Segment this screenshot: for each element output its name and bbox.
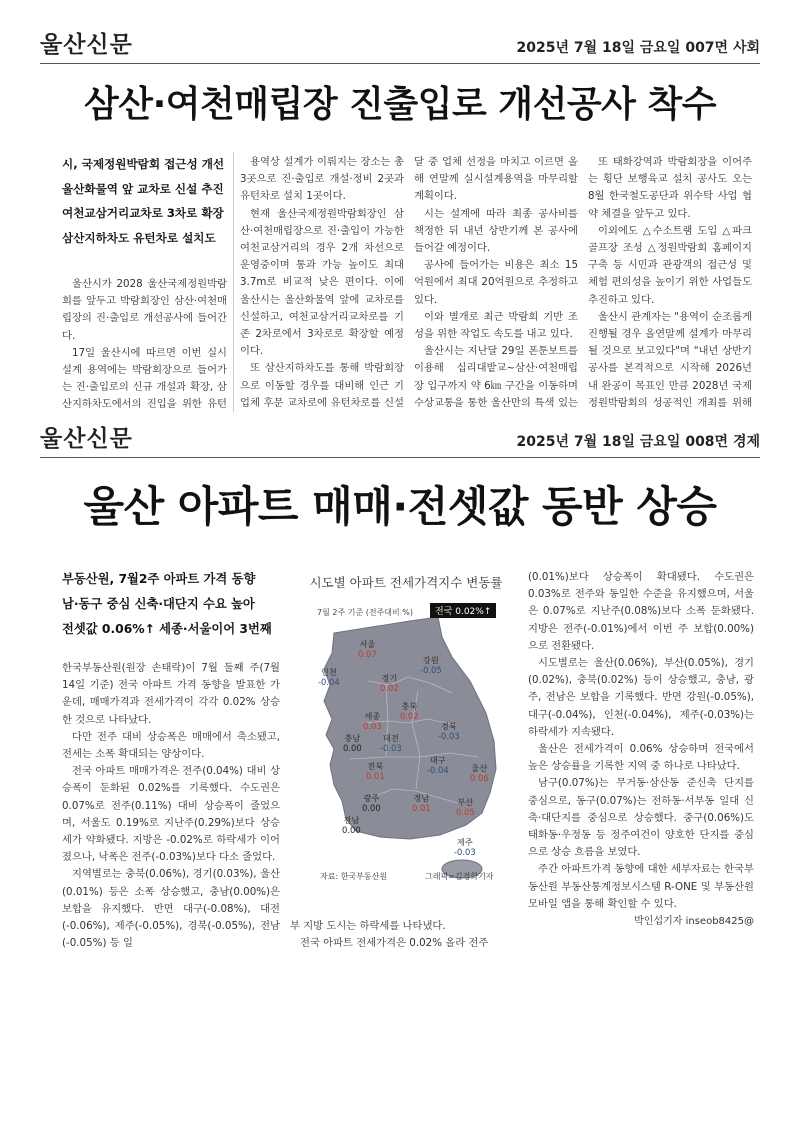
region-label: 강원 -0.05 [420,655,442,675]
paragraph: 시도별로는 울산(0.06%), 부산(0.05%), 경기(0.02%), 충북(0.02%) 등이 상승했고, 충남, 광주, 전남은 보합을 기록했다. 반면 강원(-0.05%), 대구(-0.04%), 인천(-0.04%), 제주(-0.03%)는 하락세가 지속됐다. [528,657,754,738]
subheadline: 전셋값 0.06%↑ 세종·서울이어 3번째 [62,622,272,636]
newspaper-name: 울산신문 [40,426,133,452]
map-title: 시도별 아파트 전세가격지수 변동률 [309,575,503,590]
region-label: 전북 0.01 [366,761,385,781]
korea-map-shape [290,573,522,903]
masthead-bottom [40,424,760,458]
dateline: 2025년 7월 18일 금요일 007면 사회 [516,40,760,56]
paragraph: 또 삼산지하차도를 통해 박람회장으로 이동할 경우를 대비해 인근 기업체 후문 교차로에 유턴차로를 신설 [240,362,404,409]
paragraph: 용역상 설계가 이뤄지는 장소는 총 3곳으로 진·출입로 개설·정비 2곳과 유턴차로 설치 1곳이다. [240,156,404,203]
subheadline: 부동산원, 7월2주 아파트 가격 동향 [62,572,256,586]
paragraph: 달 중 업체 선정을 마치고 이르면 올해 연말께 실시설계용역을 마무리할 계획이다. [414,156,578,203]
byline: 박인섭기자 inseob8425@ [634,916,754,928]
newspaper-name: 울산신문 [40,32,133,58]
paragraph: 이외에도 △수소트램 도입 △파크골프장 조성 △정원박람회 홈페이지 구축 등 시민과 관광객의 접근성 및 체험 편의성을 높이기 위한 사업들도 추진하고 있다. [588,224,752,306]
paragraph: 17일 울산시에 따르면 이번 실시설계 용역에는 박람회장으로 들어가는 진·출입로의 신규 개설과 확장, 삼산지하차도에서의 진입을 위한 유턴 [62,346,227,411]
paragraph: (0.01%)보다 상승폭이 확대됐다. 수도권은 0.03%로 전주와 동일한 수준을 유지했으며, 서울은 0.07%로 지난주(0.08%)보다 소폭 둔화됐다. 지방은 전주(-0.01%)에서 이번 주 보합(0.00%)으로 전환됐다. [528,571,754,652]
region-label: 경기 0.02 [380,673,399,693]
region-label: 인천 -0.04 [318,667,340,687]
paragraph: 울산시는 지난달 29일 폰툰보트를 이용해 십리대밭교~삼산·여천매립장 입구까지 약 6㎞ 구간을 이동하며 수상교통을 통한 울산만의 특색 있는 [414,345,578,409]
article-column [414,154,578,412]
region-label: 세종 0.03 [363,711,382,731]
region-label: 경남 0.01 [412,793,431,813]
paragraph: 전국 아파트 전세가격은 0.02% 올라 전주 [300,937,489,950]
paragraph: 주간 아파트가격 동향에 대한 세부자료는 한국부동산원 부동산통계정보시스템 R-ONE 및 부동산원 모바일 앱을 통해 확인할 수 있다. [528,863,754,910]
region-label: 대구 -0.04 [427,755,449,775]
paragraph: 또 태화강역과 박람회장을 이어주는 횡단 보행육교 설치 공사도 오는 8월 한국철도공단과 위수탁 사업 협약 체결을 앞두고 있다. [588,156,752,220]
article-column [588,154,752,414]
region-label: 전남 0.00 [342,815,361,835]
region-label: 부산 0.05 [456,797,475,817]
article-column [240,154,404,412]
region-label: 충북 0.02 [400,701,419,721]
paragraph: 공사에 들어가는 비용은 최소 15억원에서 최대 20억원으로 추정하고 있다. [414,259,578,306]
subheadline: 여천교삼거리교차로 3차로 확장 [62,206,224,220]
paragraph: 남구(0.07%)는 무거동·삼산동 준신축 단지를 중심으로, 동구(0.07%)는 전하동·서부동 일대 신축·대단지를 중심으로 상승했다. 중구(0.06%)도 태화동·우정동 등 정주여건이 양호한 단지를 중심으로 상승 흐름을 보였다. [528,777,754,859]
map-basis-label: 7월 2주 기준 (전주대비 %) [317,608,414,617]
region-label: 대전 -0.03 [380,733,402,753]
headline: 울산 아파트 매매·전셋값 동반 상승 [83,482,717,531]
subheadline: 남·동구 중심 신축·대단지 수요 높아 [62,597,255,611]
paragraph: 한국부동산원(원장 손태락)이 7월 둘째 주(7월 14일 기준) 전국 아파트 가격 동향을 발표한 가운데, 매매가격과 전세가격이 각각 0.02% 상승한 것으로 나타났다. [62,662,280,726]
subheadline-block [62,152,230,250]
paragraph: 시는 설계에 따라 최종 공사비를 책정한 뒤 내년 상반기께 본 공사에 들어갈 예정이다. [414,207,578,255]
region-label: 충남 0.00 [343,733,362,753]
paragraph: 이와 별개로 최근 박람회 기반 조성을 위한 작업도 속도를 내고 있다. [414,310,578,341]
region-label: 경북 -0.03 [438,721,460,741]
national-rate-badge: 전국 0.02%↑ [430,603,496,618]
paragraph: 현재 울산국제정원박람회장인 삼산·여천매립장으로 진·출입이 가능한 여천교삼거리의 경우 2개 차선으로 운영중이며 통과 가능 높이도 최대 3.7m로 비교적 낮은 편이다. 이에 울산시는 울산화물역 앞에 교차로를 신설하고, 여천교삼거리교차로를 기존 2차로에서 3차로로 확장할 예정이다. [240,207,404,358]
article-column [528,569,754,939]
paragraph: 부 지방 도시는 하락세를 나타냈다. [290,920,446,932]
article-lead [62,276,227,416]
region-label: 서울 0.07 [358,639,377,659]
article-column [290,918,518,954]
subheadline-block [62,567,287,642]
headline: 삼산·여천매립장 진출입로 개선공사 착수 [84,84,716,125]
map-credit: 그래픽=김경화기자 [425,872,494,881]
rent-change-map [290,573,522,903]
paragraph: 울산시가 2028 울산국제정원박람회를 앞두고 박람회장인 삼산·여천매립장의 진·출입로 개선공사에 들어간다. [62,278,227,342]
paragraph: 울산은 전세가격이 0.06% 상승하며 전국에서 높은 상승률을 기록한 지역 중 하나로 나타났다. [528,743,754,773]
region-label: 울산 0.06 [470,763,489,783]
masthead-top [40,30,760,64]
paragraph: 울산시 관계자는 "용역이 순조롭게 진행될 경우 올연말께 설계가 마무리될 것으로 보고있다"며 "내년 상반기 공사를 본격적으로 시작해 2026년내 완공이 목표인 만큼 2028년 국제정원박람회의 성공적인 개최를 위해 [588,310,752,409]
column-divider [233,152,234,412]
region-label: 광주 0.00 [362,793,381,813]
map-source: 자료: 한국부동산원 [320,872,388,881]
paragraph: 전국 아파트 매매가격은 전주(0.04%) 대비 상승폭이 둔화된 0.02%를 기록했다. 수도권은 0.07%로 전주(0.11%) 대비 상승폭이 줄었으며, 서울도 0.19%로 지난주(0.29%)보다 상승세가 약화됐다. 지방은 -0.02%로 하락세가 이어졌으나, 낙폭은 전주(-0.03%)보다 다소 줄었다. [62,765,280,864]
subheadline: 울산화물역 앞 교차로 신설 추진 [62,181,224,196]
paragraph: 다만 전주 대비 상승폭은 매매에서 축소됐고, 전세는 소폭 확대되는 양상이다. [62,730,280,761]
article-column [62,660,280,950]
region-label: 제주 -0.03 [454,837,476,857]
paragraph: 지역별로는 충북(0.06%), 경기(0.03%), 울산(0.01%) 등은 소폭 상승했고, 충남(0.00%)은 보합을 유지했다. 반면 대구(-0.08%), 대전(-0.06%), 제주(-0.05%), 경북(-0.05%), 전남(-0.05%) 등 일 [62,868,280,950]
subheadline: 삼산지하차도 유턴차로 설치도 [62,230,216,245]
dateline: 2025년 7월 18일 금요일 008면 경제 [516,434,760,450]
subheadline: 시, 국제정원박람회 접근성 개선 [62,157,225,171]
